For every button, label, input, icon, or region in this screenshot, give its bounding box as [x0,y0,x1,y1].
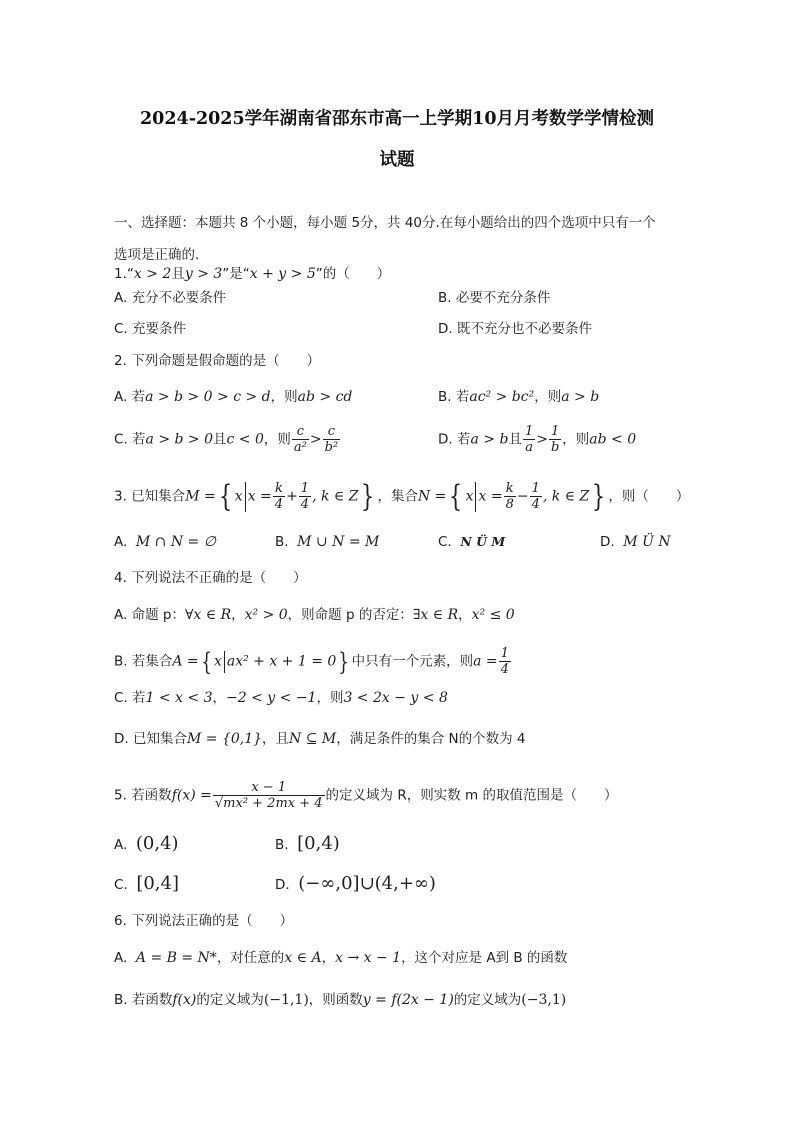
text-run: 若 [132,431,146,448]
math-expression: f(x) [172,992,197,1008]
math-expression: x → x − 1 [335,950,402,966]
math-expression: x ∈ A [284,950,322,966]
question-4-option-a [114,605,515,625]
math-expression: x = [478,488,503,505]
exam-title-line1: 2024-2025学年湖南省邵东市高一上学期10月月考数学学情检测 [139,109,655,129]
text-run: ，对任意的 [216,950,285,966]
text-run: D. [114,731,129,747]
math-expression: x [213,653,222,670]
text-run: 2. [114,353,127,369]
question-6-stem [114,911,293,931]
text-run: A. [114,950,128,966]
text-run: ，则（ ） [608,488,690,505]
text-run: 4. [114,570,127,586]
question-2-option-c [114,424,341,455]
math-expression: M ∩ N = ∅ [135,534,216,550]
math-expression: 3 < 2x − y < 8 [343,690,448,706]
math-expression: (−1,1) [263,992,309,1008]
question-4-stem [114,568,307,588]
fraction-denominator: a [525,440,533,455]
text-run: ，则函数 [308,992,363,1008]
text-run: A. [114,290,128,306]
math-expression: a > b [561,389,600,405]
set-brace: } [338,647,350,676]
text-run: D. [275,877,290,893]
set-divider-bar [224,651,225,673]
fraction-numerator: x − 1 [213,780,325,796]
set-brace: { [218,478,232,514]
fraction-numerator: 1 [300,481,310,496]
section-instructions-line2: 选项是正确的. [114,247,200,263]
fraction [299,481,311,512]
fraction-denominator: 4 [531,497,540,512]
text-run: 若 [456,431,471,448]
text-run: ， [212,690,226,706]
text-run: 若 [455,389,470,405]
math-expression: M = [185,488,216,505]
text-run: 5. [114,787,127,804]
text-run: B. [114,653,128,670]
fraction [499,646,511,677]
text-run: 已知集合 [132,731,187,747]
fraction [323,424,341,455]
text-run: B. [114,992,128,1008]
text-run: A. [114,389,128,405]
text-run: 的定义域为 [196,992,264,1008]
math-expression: > [536,431,548,448]
math-expression: + [286,488,298,505]
question-1-option-d [438,319,592,339]
math-expression: ac² > bc² [469,389,535,405]
math-expression: M = {0,1} [186,731,263,747]
question-6-option-a [114,948,567,968]
question-2-option-b [438,387,599,407]
text-run: 6. [114,913,127,929]
question-3-option-b [275,532,379,552]
question-3-option-d [600,532,671,552]
question-5-stem [114,780,617,811]
question-1-option-c [114,319,186,339]
math-expression: x = [247,488,272,505]
text-run: ，则 [534,389,562,405]
text-run: ，则命题 p 的否定： [287,607,413,623]
fraction-numerator: k [273,481,285,497]
fraction-denominator: 4 [500,662,509,677]
math-expression: y > 3 [184,266,223,282]
fraction [523,424,535,455]
fraction-numerator: 1 [524,424,534,439]
fraction [504,481,516,512]
question-6-option-b [114,990,566,1010]
fraction-numerator: c [292,424,309,440]
set-divider-bar [475,482,476,512]
math-expression: > [309,431,322,448]
math-expression: x [465,488,474,505]
question-3-stem [114,478,690,514]
fraction-numerator: k [504,481,516,497]
fraction-numerator: 1 [549,424,561,440]
math-expression: , k ∈ Z [542,488,590,505]
fraction [213,780,325,811]
question-1-option-b [438,288,550,308]
exam-title-line2: 试题 [379,150,415,170]
question-5-option-c [114,874,179,895]
text-run: D. [438,431,453,448]
question-3-option-c [438,532,505,552]
math-expression: A = [172,653,199,670]
math-expression: M ∪ N = M [297,534,380,550]
math-expression: ax² + x + 1 = 0 [226,653,337,670]
text-run: 的定义域为 R，则实数 m 的取值范围是（ ） [325,787,618,804]
math-expression: [0,4] [136,873,179,894]
question-5-option-a [114,834,179,855]
fraction-denominator: 4 [274,497,284,512]
math-expression: f(x) = [171,787,212,804]
text-run: B. [275,534,289,550]
text-run: A. [114,607,128,623]
fraction [292,424,309,455]
text-run: 若 [132,690,146,706]
text-run: ，满足条件的集合 N的个数为 4 [336,731,526,747]
text-run: 且 [171,266,185,282]
math-expression: N = [418,488,447,505]
text-run: ，则 [270,389,298,405]
text-run: ，集合 [377,488,419,505]
text-run: “ [126,266,134,282]
question-4-option-d [114,729,526,749]
math-expression: a > b [470,431,509,448]
math-expression: [0,4) [297,833,340,854]
fraction-numerator: c [323,424,341,440]
math-expression: x + y > 5 [249,266,316,282]
section-instructions-line1: 一、选择题：本题共 8 个小题，每小题 5分，共 40分.在每小题给出的四个选项中只有一个 [114,215,656,231]
text-run: 中只有一个元素，则 [351,653,474,670]
math-expression: y = f(2x − 1) [362,992,454,1008]
text-run: B. [438,290,452,306]
text-run: 若 [131,389,146,405]
text-run: 充分不必要条件 [131,290,227,306]
set-divider-bar [245,482,246,512]
math-expression: x > 2 [133,266,172,282]
math-expression: −2 < y < −1 [226,690,317,706]
math-expression: x² ≤ 0 [471,607,515,623]
text-run: 下列说法不正确的是（ ） [131,570,307,586]
math-expression: x [234,488,243,505]
text-run: A. [114,534,128,550]
fraction [273,481,285,512]
math-expression: (0,4) [135,833,179,854]
math-expression: ab < 0 [589,431,637,448]
fraction-denominator: a² [293,440,307,455]
text-run: ”是“ [222,266,250,282]
text-run: 且 [213,431,227,448]
fraction-denominator: b [550,440,560,455]
question-5-option-d [275,874,436,895]
question-5-option-b [275,834,340,855]
text-run: 必要不充分条件 [455,290,551,306]
text-run: ， [458,607,472,623]
text-run: 下列说法正确的是（ ） [131,913,294,929]
question-2-option-d [438,424,636,455]
math-expression: N ⊆ M [289,731,337,747]
text-run: ，这个对应是 A到 B 的函数 [401,950,568,966]
question-2-stem [114,351,320,371]
fraction-denominator: 4 [300,497,310,512]
text-run: ，且 [262,731,290,747]
math-expression: (−∞,0]∪(4,+∞) [298,873,436,894]
math-expression: a > b > 0 > c > d [145,389,271,405]
text-run: 3. [114,488,127,505]
math-expression: (−3,1) [521,992,567,1008]
text-run: ，则 [316,690,344,706]
text-run: ”的（ ） [315,266,391,282]
math-expression: M Ü N [623,534,671,550]
math-expression: − [516,488,529,505]
question-2-option-a [114,387,352,407]
text-run: 的定义域为 [453,992,522,1008]
math-expression: c < 0 [226,431,264,448]
set-brace: } [361,478,375,514]
math-expression: A = B = N* [135,950,217,966]
fraction-numerator: 1 [500,646,509,661]
text-run: C. [114,877,128,893]
text-run: B. [438,389,452,405]
text-run: ，则 [562,431,590,448]
set-brace: { [449,478,463,514]
fraction [549,424,561,455]
text-run: 若函数 [131,992,173,1008]
text-run: ， [321,950,336,966]
question-3-option-a [114,532,216,552]
math-expression: , k ∈ Z [312,488,359,505]
fraction-numerator: 1 [531,481,540,496]
fraction-denominator: b² [324,440,339,455]
text-run: ，则 [263,431,291,448]
math-expression: ab > cd [297,389,353,405]
question-4-option-c [114,688,448,708]
text-run: 充要条件 [132,321,187,337]
text-run: 既不充分也不必要条件 [456,321,592,337]
text-run: D. [438,321,453,337]
set-brace: { [200,647,212,676]
text-run: A. [114,837,128,853]
text-run: D. [600,534,615,550]
text-run: 1. [114,266,127,282]
math-expression: ∀x ∈ R [184,607,232,623]
text-run: C. [114,690,128,706]
text-run: 命题 p： [131,607,185,623]
text-run: 若集合 [131,653,173,670]
question-4-option-b [114,646,512,677]
math-expression: a = [473,653,498,670]
text-run: B. [275,837,289,853]
text-run: 已知集合 [131,488,186,505]
text-run: C. [114,321,128,337]
text-run: ， [231,607,245,623]
math-expression: x² > 0 [244,607,288,623]
set-brace: } [592,478,606,514]
text-run: 且 [508,431,522,448]
text-run: C. [438,534,452,550]
fraction-denominator: 8 [505,497,514,512]
question-1-option-a [114,288,226,308]
fraction-denominator: √mx² + 2mx + 4 [214,796,323,811]
fraction [530,481,542,512]
math-expression: 1 < x < 3 [145,690,213,706]
text-run: 下列命题是假命题的是（ ） [131,353,321,369]
math-expression: a > b > 0 [145,431,213,448]
math-expression: ∃x ∈ R [412,607,459,623]
text-run: 若函数 [131,787,172,804]
question-1-stem [114,264,390,284]
text-run: C. [114,431,128,448]
math-expression: N Ü M [460,534,506,549]
